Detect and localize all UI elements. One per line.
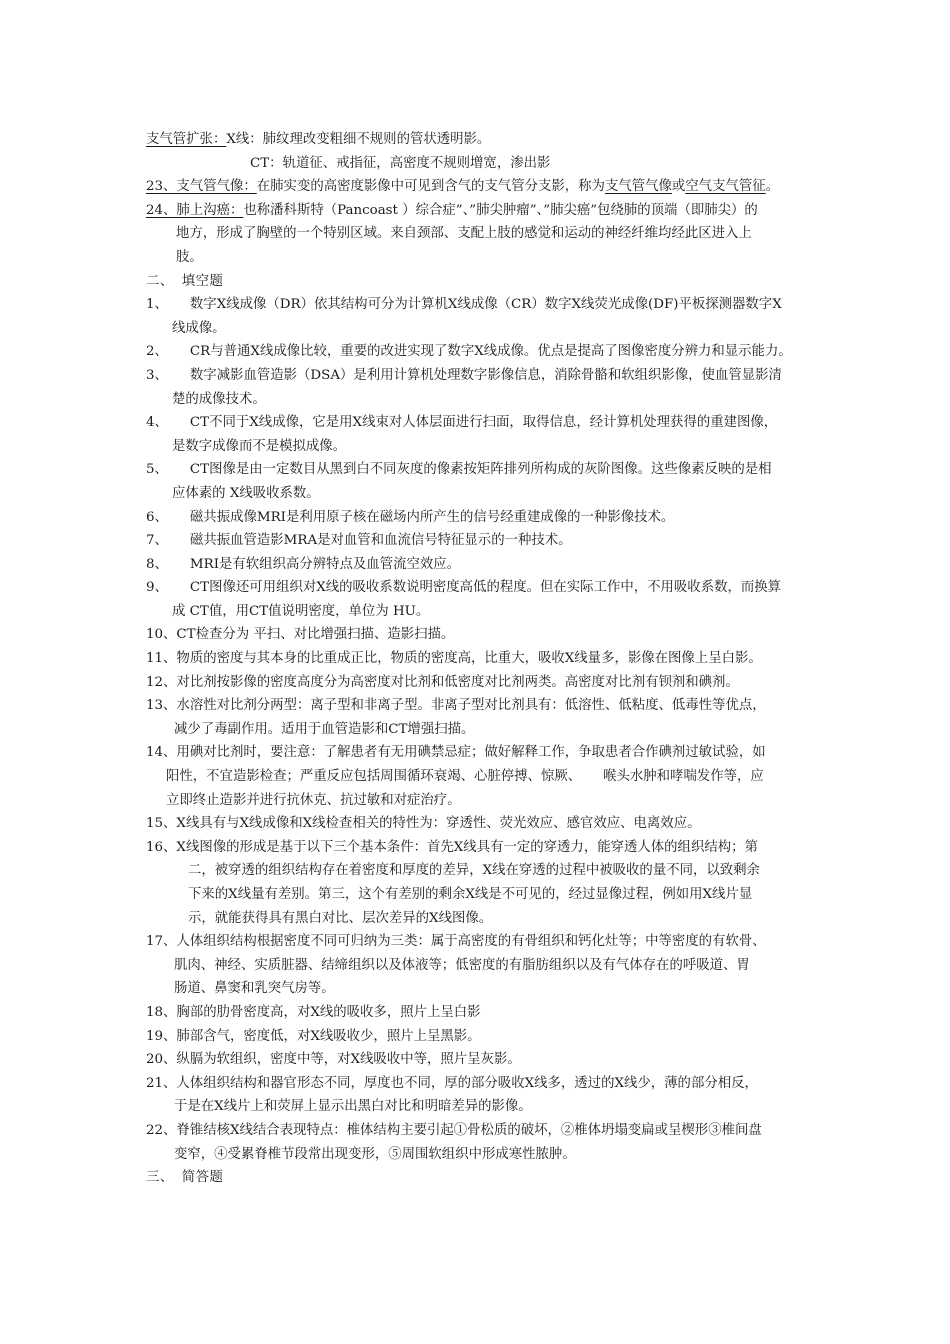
fill-q19: 19、肺部含气，密度低，对X线吸收少，照片上呈黑影。 <box>146 1028 481 1044</box>
document-body <box>146 128 826 1190</box>
section-title: 填空题 <box>181 273 224 289</box>
fill-q15: 15、X线具有与X线成像和X线检查相关的特性为：穿透性、荧光效应、感官效应、电离效应。 <box>146 816 701 832</box>
term-label: 24、肺上沟癌： <box>146 202 244 218</box>
fill-q14-line3: 立即终止造影并进行抗休克、抗过敏和对症治疗。 <box>166 792 461 808</box>
fill-q20: 20、纵膈为软组织，密度中等，对X线吸收中等，照片呈灰影。 <box>146 1052 521 1068</box>
fill-q16-line4: 示，就能获得具有黑白对比、层次差异的X线图像。 <box>188 910 493 926</box>
term-label: 支气管扩张： <box>146 132 227 147</box>
fill-q14: 14、用碘对比剂时，要注意：了解患者有无用碘禁忌症；做好解释工作，争取患者合作碘剂过敏试验，如 <box>146 745 766 761</box>
fill-q1-line2: 线成像。 <box>172 320 226 336</box>
fill-q17-line2: 肌肉、神经、实质脏器、结缔组织以及体液等；低密度的有脂肪组织以及有气体存在的呼吸道、胃 <box>174 957 750 973</box>
fill-q14-line2: 阳性，不宜造影检查；严重反应包括周围循环衰竭、心脏停搏、惊厥、 喉头水肿和哮喘发作等，应 <box>166 769 764 785</box>
fill-q5-line2: 应体素的 X线吸收系数。 <box>172 485 320 501</box>
term-24-line3: 肢。 <box>176 249 203 265</box>
fill-q16: 16、X线图像的形成是基于以下三个基本条件：首先X线具有一定的穿透力，能穿透人体的组织结构；第 <box>146 839 758 855</box>
fill-q1: 1、 数字X线成像（DR）依其结构可分为计算机X线成像（CR）数字X线荧光成像(DF)平板探测器数字X <box>146 297 782 313</box>
fill-q9-line2: 成 CT值，用CT值说明密度，单位为 HU。 <box>172 603 430 619</box>
section-heading-fill: 二、 填空题 <box>146 273 224 289</box>
fill-q21-line2: 于是在X线片上和荧屏上显示出黑白对比和明暗差异的影像。 <box>174 1099 532 1115</box>
fill-q12: 12、对比剂按影像的密度高度分为高密度对比剂和低密度对比剂两类。高密度对比剂有钡剂和碘剂。 <box>146 674 739 690</box>
term-bronchiectasis <box>146 128 826 152</box>
term-label: 23、支气管气像： <box>146 179 257 195</box>
term-23: 23、支气管气像：在肺实变的高密度影像中可见到含气的支气管分支影，称为支气管气像或空气支气管征。 <box>146 179 780 195</box>
fill-q21: 21、人体组织结构和器官形态不同，厚度也不同，厚的部分吸收X线多，透过的X线少，薄的部分相反， <box>146 1075 758 1091</box>
fill-q6: 6、 磁共振成像MRI是利用原子核在磁场内所产生的信号经重建成像的一种影像技术。 <box>146 509 675 525</box>
fill-q18: 18、胸部的肋骨密度高，对X线的吸收多，照片上呈白影 <box>146 1004 481 1020</box>
fill-q13: 13、水溶性对比剂分两型：离子型和非离子型。非离子型对比剂具有：低溶性、低粘度、低毒性等优点， <box>146 698 766 714</box>
fill-q8: 8、 MRI是有软组织高分辨特点及血管流空效应。 <box>146 556 461 572</box>
term-bronchiectasis-ct: CT：轨道征、戒指征，高密度不规则增宽，渗出影 <box>250 155 551 171</box>
fill-q4: 4、 CT不同于X线成像，它是用X线束对人体层面进行扫面，取得信息，经计算机处理获得的重建图像， <box>146 415 778 431</box>
fill-q13-line2: 减少了毒副作用。适用于血管造影和CT增强扫描。 <box>174 721 475 737</box>
fill-q17: 17、人体组织结构根据密度不同可归纳为三类：属于高密度的有骨组织和钙化灶等；中等密度的有软骨、 <box>146 934 766 950</box>
fill-q3-line2: 楚的成像技术。 <box>172 391 266 407</box>
section-title: 简答题 <box>181 1170 224 1186</box>
fill-q16-line2: 二，被穿透的组织结构存在着密度和厚度的差异，X线在穿透的过程中被吸收的量不同，以致剩余 <box>188 863 760 879</box>
fill-q16-line3: 下来的X线量有差别。第三，这个有差别的剩余X线是不可见的，经过显像过程，例如用X线片显 <box>188 887 753 902</box>
fill-q4-line2: 是数字成像而不是模拟成像。 <box>172 438 347 454</box>
fill-q22: 22、脊锥结核X线结合表现特点：椎体结构主要引起①骨松质的破坏，②椎体坍塌变扁或呈楔形③椎间盘 <box>146 1122 762 1138</box>
fill-q7: 7、 磁共振血管造影MRA是对血管和血流信号特征显示的一种技术。 <box>146 533 572 549</box>
fill-q22-line2: 变窄，④受累脊椎节段常出现变形，⑤周围软组织中形成寒性脓肿。 <box>174 1146 576 1162</box>
term-xray-text: X线：肺纹理改变粗细不规则的管状透明影。 <box>226 132 491 147</box>
fill-q9: 9、 CT图像还可用组织对X线的吸收系数说明密度高低的程度。但在实际工作中，不用吸收系数，而换算 <box>146 580 782 596</box>
fill-q11: 11、物质的密度与其本身的比重成正比，物质的密度高，比重大，吸收X线量多，影像在图像上呈白影。 <box>146 651 762 667</box>
fill-q5: 5、 CT图像是由一定数目从黑到白不同灰度的像素按矩阵排列所构成的灰阶图像。这些像素反映的是相 <box>146 462 772 478</box>
section-heading-short-answer: 三、 简答题 <box>146 1170 224 1186</box>
fill-q2: 2、 CR与普通X线成像比较，重要的改进实现了数字X线成像。优点是提高了图像密度分辨力和显示能力。 <box>146 344 792 360</box>
fill-q3: 3、 数字减影血管造影（DSA）是利用计算机处理数字影像信息，消除骨骼和软组织影像，使血管显影清 <box>146 367 782 383</box>
term-24: 24、肺上沟癌：也称潘科斯特（Pancoast ）综合症”、”肺尖肿瘤”、”肺尖癌”包绕肺的顶端（即肺尖）的 <box>146 202 758 218</box>
fill-q10: 10、CT检查分为 平扫、对比增强扫描、造影扫描。 <box>146 627 455 643</box>
fill-q17-line3: 肠道、鼻窦和乳突气房等。 <box>174 981 335 997</box>
term-24-line2: 地方，形成了胸壁的一个特别区域。来自颈部、支配上肢的感觉和运动的神经纤维均经此区进入上 <box>176 226 752 242</box>
